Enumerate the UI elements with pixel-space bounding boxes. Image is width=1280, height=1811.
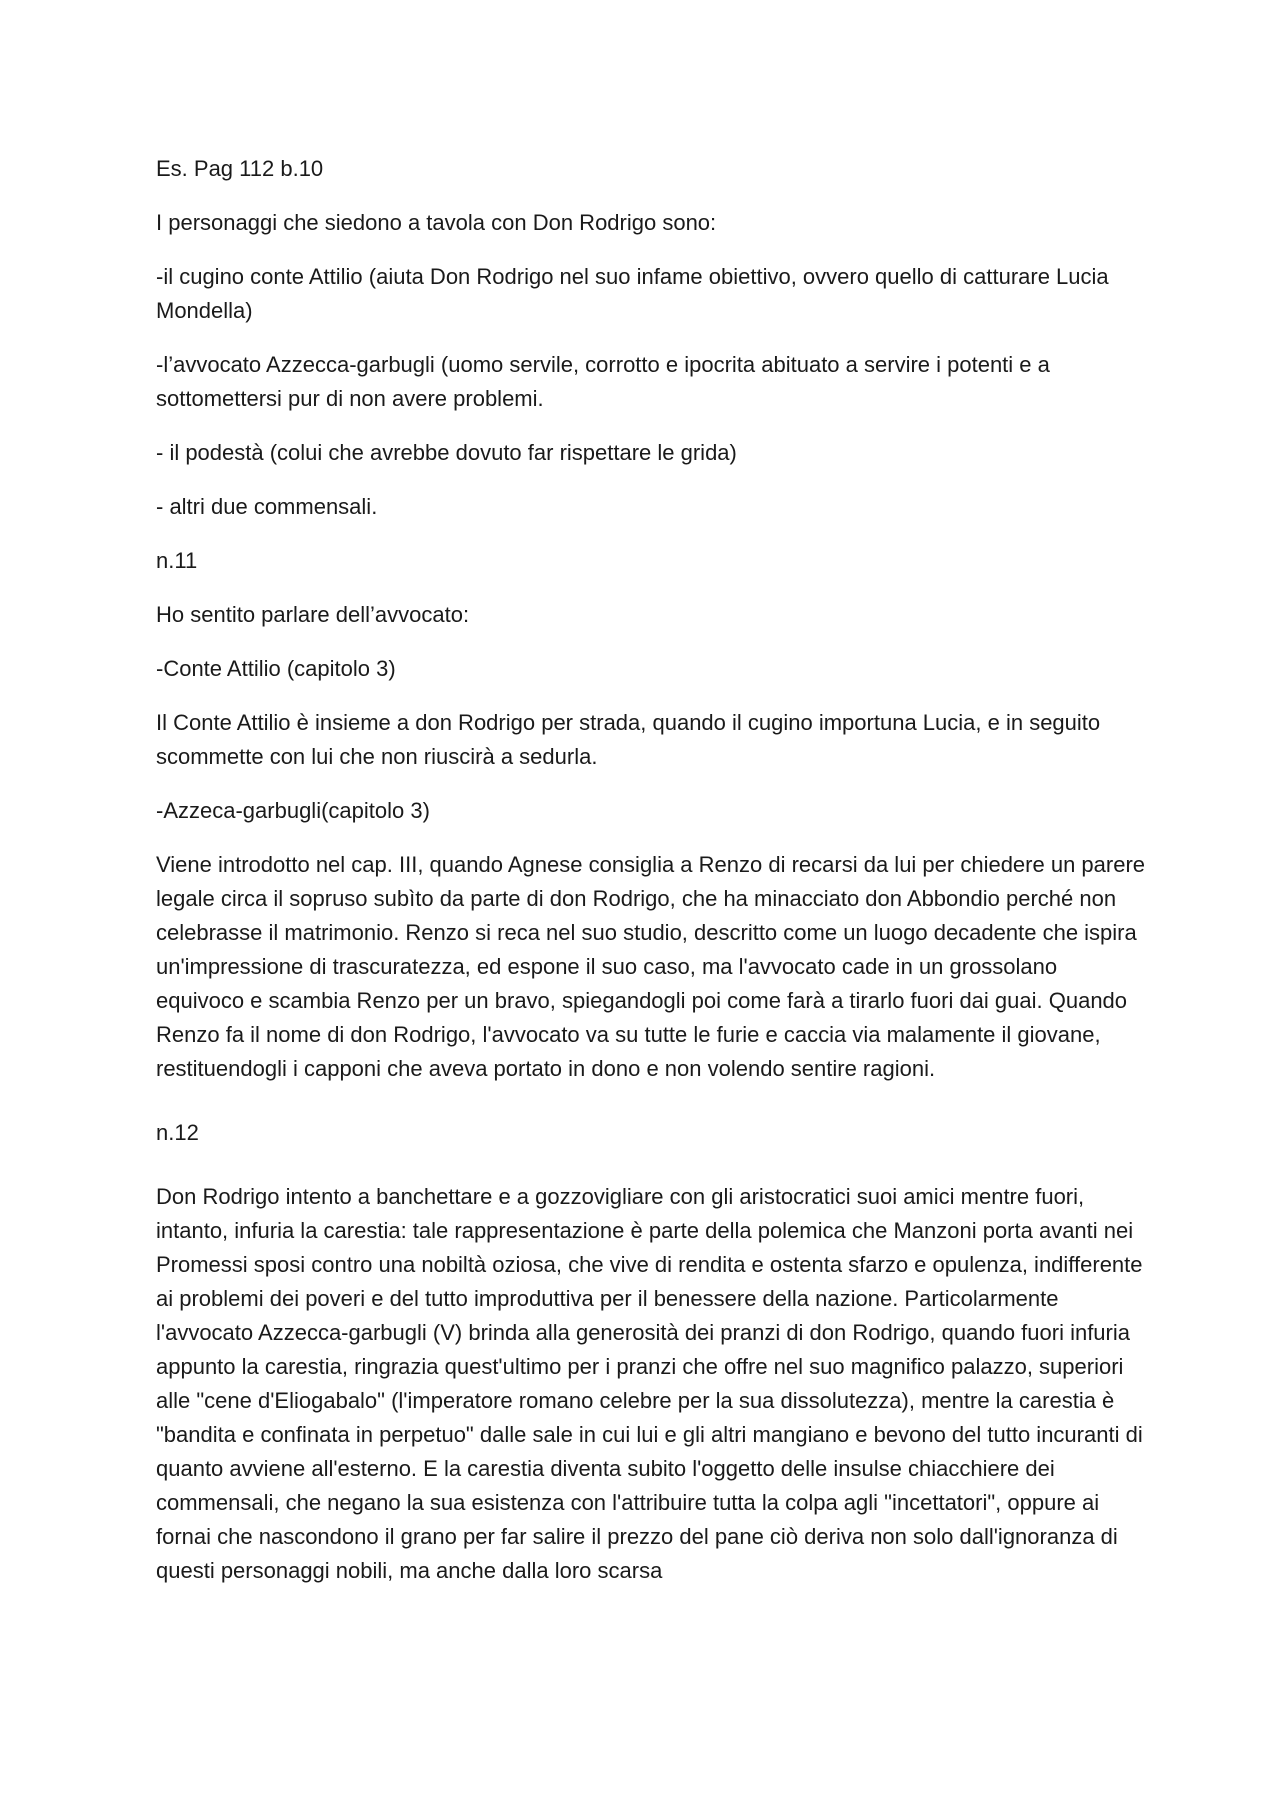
section-number: n.12 xyxy=(156,1120,199,1145)
list-item: -Conte Attilio (capitolo 3) xyxy=(156,656,396,681)
section-number: n.11 xyxy=(156,548,198,573)
paragraph: Viene introdotto nel cap. III, quando Agnese consiglia a Renzo di recarsi da lui per chiedere un parere legale circa il sopruso subìto da parte di don Rodrigo, che ha minacciato don Abbondio perché non celebrasse il matrimonio. Renzo si reca nel suo studio, descritto come un luogo decadente che ispira un'impressione di trascuratezza, ed espone il suo caso, ma l'avvocato cade in un grossolano equivoco e scambia Renzo per un bravo, spiegandogli poi come farà a tirarlo fuori dai guai. Quando Renzo fa il nome di don Rodrigo, l'avvocato va su tutte le furie e caccia via malamente il giovane, restituendogli i capponi che aveva portato in dono e non volendo sentire ragioni. xyxy=(156,852,1146,1081)
paragraph: Il Conte Attilio è insieme a don Rodrigo per strada, quando il cugino importuna Lucia, e in seguito scommette con lui che non riuscirà a sedurla. xyxy=(156,710,1101,769)
list-item: -Azzeca-garbugli(capitolo 3) xyxy=(156,798,430,823)
list-item: - il podestà (colui che avrebbe dovuto far rispettare le grida) xyxy=(156,440,737,465)
document-page xyxy=(156,152,1146,1608)
list-item: -il cugino conte Attilio (aiuta Don Rodrigo nel suo infame obiettivo, ovvero quello di catturare Lucia Mondella) xyxy=(156,264,1109,323)
paragraph: I personaggi che siedono a tavola con Don Rodrigo sono: xyxy=(156,210,717,235)
list-item: -l’avvocato Azzecca-garbugli (uomo servile, corrotto e ipocrita abituato a servire i potenti e a sottomettersi pur di non avere problemi. xyxy=(156,352,1050,411)
exercise-heading: Es. Pag 112 b.10 xyxy=(156,156,324,181)
paragraph: Ho sentito parlare dell’avvocato: xyxy=(156,602,470,627)
paragraph: Don Rodrigo intento a banchettare e a gozzovigliare con gli aristocratici suoi amici mentre fuori, intanto, infuria la carestia: tale rappresentazione è parte della polemica che Manzoni porta avanti nei Promessi sposi contro una nobiltà oziosa, che vive di rendita e ostenta sfarzo e opulenza, indifferente ai problemi dei poveri e del tutto improduttiva per il benessere della nazione. Particolarmente l'avvocato Azzecca-garbugli (V) brinda alla generosità dei pranzi di don Rodrigo, quando fuori infuria appunto la carestia, ringrazia quest'ultimo per i pranzi che offre nel suo magnifico palazzo, superiori alle "cene d'Eliogabalo" (l'imperatore romano celebre per la sua dissolutezza), mentre la carestia è "bandita e confinata in perpetuo" dalle sale in cui lui e gli altri mangiano e bevono del tutto incuranti di quanto avviene all'esterno. E la carestia diventa subito l'oggetto delle insulse chiacchiere dei commensali, che negano la sua esistenza con l'attribuire tutta la colpa agli "incettatori", oppure ai fornai che nascondono il grano per far salire il prezzo del pane ciò deriva non solo dall'ignoranza di questi personaggi nobili, ma anche dalla loro scarsa xyxy=(156,1184,1143,1583)
list-item: - altri due commensali. xyxy=(156,494,378,519)
